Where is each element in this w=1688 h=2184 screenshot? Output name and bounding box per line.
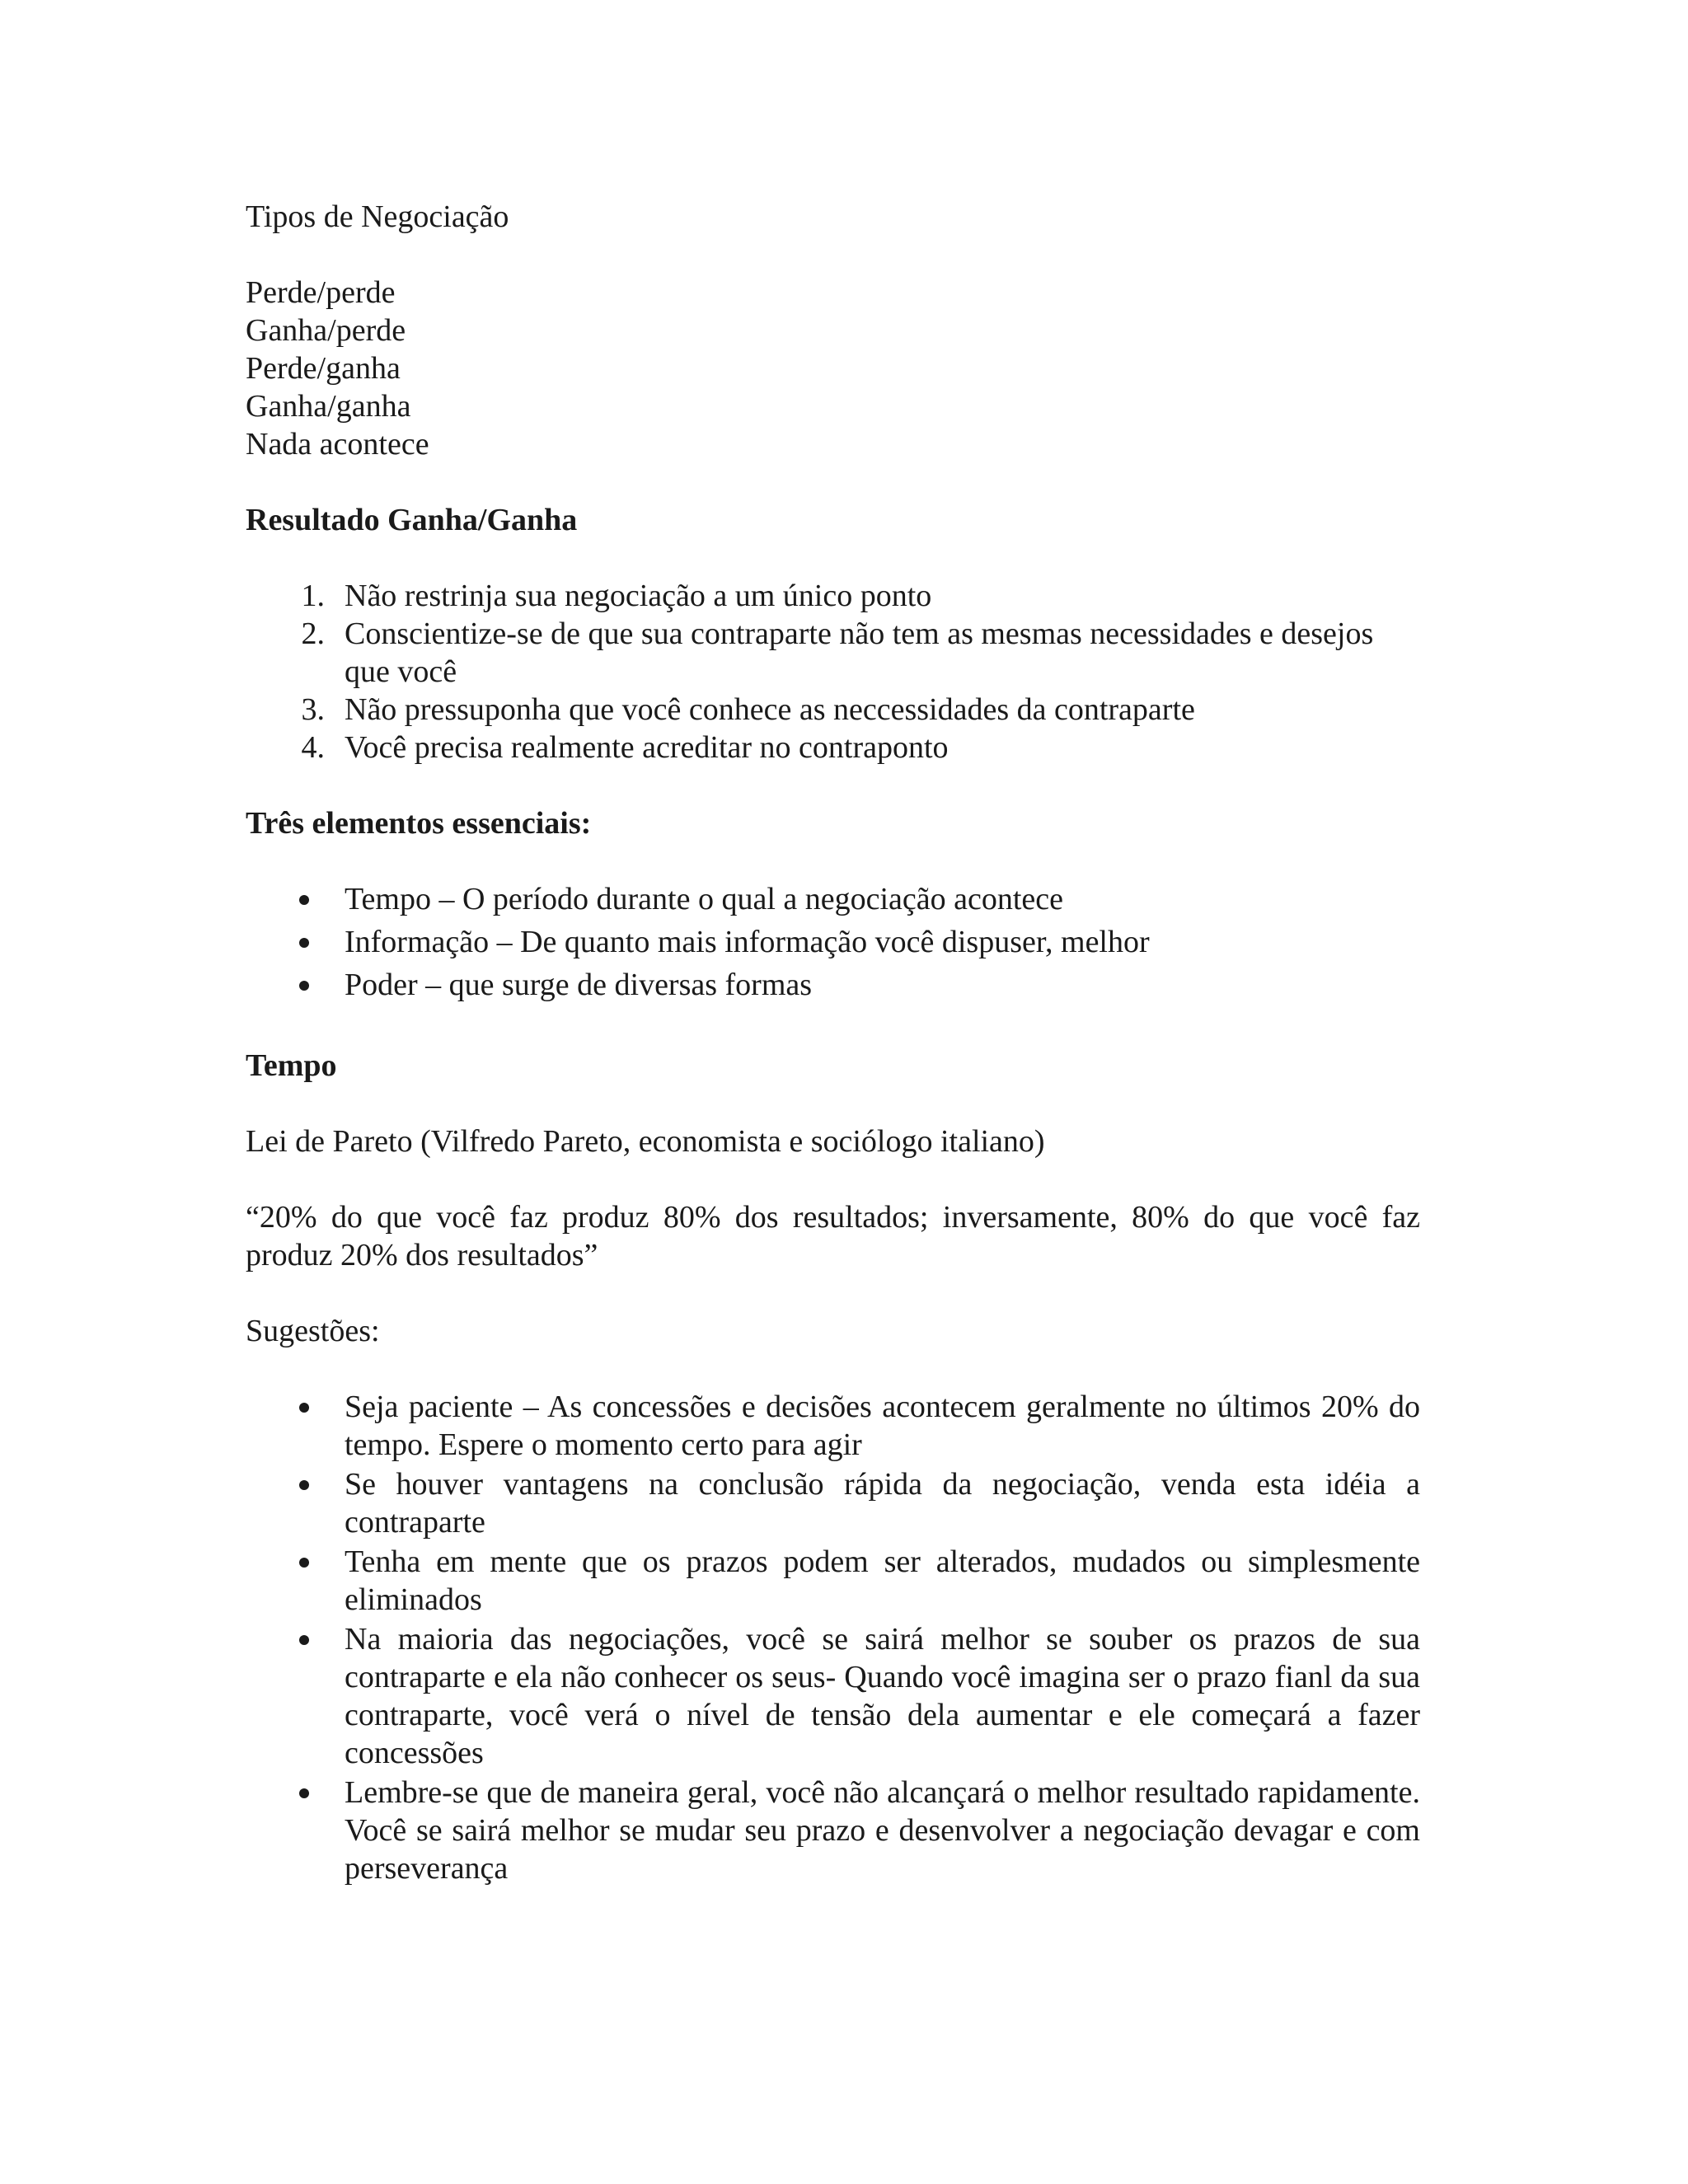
bullet-icon	[292, 966, 316, 1004]
bullet-icon	[292, 1620, 316, 1658]
bullet-item	[246, 1388, 1420, 1464]
bullet-icon	[292, 1543, 316, 1581]
type-line: Ganha/ganha	[246, 389, 411, 424]
bullet-icon	[292, 1465, 316, 1503]
item-text: Conscientize-se de que sua contraparte não tem as mesmas necessidades e desejos que você	[345, 616, 1374, 689]
item-number: 1.	[301, 579, 325, 613]
elements-list	[246, 880, 1420, 1004]
numbered-item	[246, 615, 1420, 691]
item-text: Você precisa realmente acreditar no contraponto	[345, 730, 949, 765]
pareto-quote: “20% do que você faz produz 80% dos resultados; inversamente, 80% do que você faz produz 20% dos resultados”	[246, 1200, 1420, 1272]
win-win-heading: Resultado Ganha/Ganha	[246, 503, 578, 537]
item-text: Se houver vantagens na conclusão rápida da negociação, venda esta idéia a contraparte	[345, 1467, 1420, 1540]
negotiation-types-list	[246, 274, 1420, 463]
item-text: Lembre-se que de maneira geral, você não alcançará o melhor resultado rapidamente. Você se sairá melhor se mudar seu prazo e desenvolver a negociação devagar e com perseverança	[345, 1775, 1420, 1886]
bullet-item	[246, 1774, 1420, 1887]
numbered-item	[246, 729, 1420, 766]
item-text: Seja paciente – As concessões e decisões acontecem geralmente no últimos 20% do tempo. Espere o momento certo para agir	[345, 1390, 1420, 1462]
suggestions-label: Sugestões:	[246, 1314, 380, 1348]
type-line: Perde/ganha	[246, 351, 401, 386]
document-title: Tipos de Negociação	[246, 199, 509, 234]
bullet-item	[246, 1620, 1420, 1772]
time-heading: Tempo	[246, 1048, 337, 1083]
type-line: Nada acontece	[246, 427, 429, 462]
bullet-item	[246, 966, 1420, 1004]
bullet-icon	[292, 923, 316, 961]
pareto-law: Lei de Pareto (Vilfredo Pareto, economista e sociólogo italiano)	[246, 1124, 1045, 1159]
win-win-list	[246, 577, 1420, 766]
item-text: Não restrinja sua negociação a um único ponto	[345, 579, 932, 613]
numbered-item	[246, 691, 1420, 729]
type-line: Ganha/perde	[246, 313, 406, 348]
bullet-item	[246, 1543, 1420, 1619]
bullet-icon	[292, 880, 316, 918]
item-number: 2.	[301, 616, 325, 651]
item-text: Na maioria das negociações, você se sairá melhor se souber os prazos de sua contraparte e ela não conhecer os seus- Quando você imagina ser o prazo fianl da sua contraparte, você verá o nível de tensão dela aumentar e ele começará a fazer concessões	[345, 1622, 1420, 1770]
item-number: 3.	[301, 692, 325, 727]
bullet-item	[246, 1465, 1420, 1541]
item-text: Informação – De quanto mais informação você dispuser, melhor	[345, 925, 1150, 959]
elements-heading: Três elementos essenciais:	[246, 806, 592, 841]
document-content	[246, 198, 1420, 1889]
suggestions-list	[246, 1388, 1420, 1887]
bullet-item	[246, 880, 1420, 918]
bullet-icon	[292, 1774, 316, 1811]
item-number: 4.	[301, 730, 325, 765]
item-text: Não pressuponha que você conhece as neccessidades da contraparte	[345, 692, 1195, 727]
type-line: Perde/perde	[246, 275, 396, 310]
item-text: Tenha em mente que os prazos podem ser alterados, mudados ou simplesmente eliminados	[345, 1544, 1420, 1617]
bullet-item	[246, 923, 1420, 961]
bullet-icon	[292, 1388, 316, 1426]
item-text: Tempo – O período durante o qual a negociação acontece	[345, 882, 1064, 916]
item-text: Poder – que surge de diversas formas	[345, 968, 813, 1002]
numbered-item	[246, 577, 1420, 615]
